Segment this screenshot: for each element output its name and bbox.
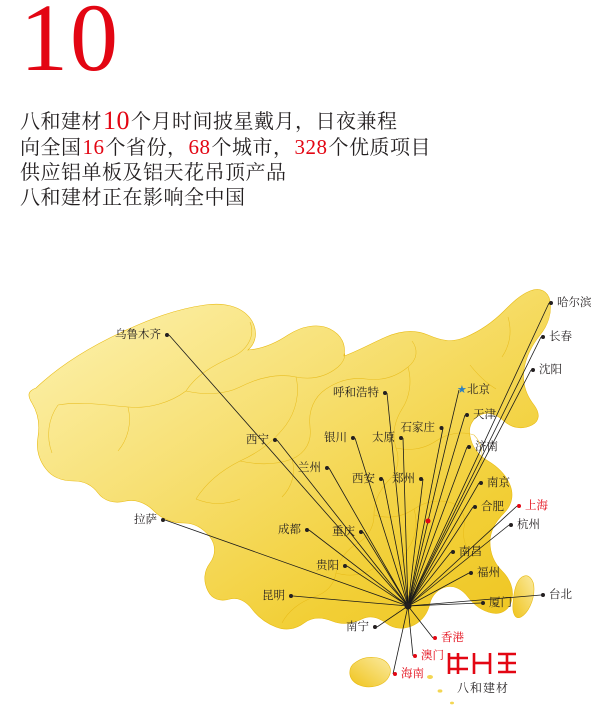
- city-label: [516, 500, 548, 512]
- city-label: [540, 331, 572, 343]
- city-name: 台北: [549, 589, 572, 601]
- headline-segment: 个月时间披星戴月，日夜兼程: [131, 111, 398, 133]
- city-label: [548, 297, 592, 309]
- city-name: 西宁: [246, 434, 269, 446]
- city-label: [450, 546, 482, 558]
- headline-line: [20, 161, 580, 186]
- city-dot-icon: [325, 466, 329, 470]
- city-name: 西安: [352, 473, 375, 485]
- headline-segment: 68: [188, 135, 211, 159]
- city-dot-icon: [373, 625, 377, 629]
- headline-segment: 328: [294, 135, 328, 159]
- city-name: 天津: [473, 409, 496, 421]
- city-label: [134, 514, 166, 526]
- city-name: 哈尔滨: [557, 297, 592, 309]
- city-name: 海南: [401, 668, 424, 680]
- headline-segment: 个优质项目: [328, 137, 431, 159]
- hainan-island: [350, 657, 391, 687]
- city-label: [401, 422, 445, 434]
- city-dot-icon: [433, 636, 437, 640]
- city-label: [464, 409, 496, 421]
- city-label: [458, 384, 490, 396]
- city-label: [324, 432, 356, 444]
- city-name: 北京: [467, 384, 490, 396]
- city-name: 福州: [477, 567, 500, 579]
- city-dot-icon: [305, 528, 309, 532]
- headline-segment: 个省份，: [105, 137, 188, 159]
- city-name: 成都: [278, 524, 301, 536]
- city-dot-icon: [165, 333, 169, 337]
- city-label: [262, 590, 294, 602]
- hub-marker: [405, 603, 412, 610]
- city-dot-icon: [399, 436, 403, 440]
- city-name: 厦门: [489, 597, 512, 609]
- changsha-marker: [426, 519, 431, 524]
- headline-segment: 个城市，: [211, 137, 294, 159]
- city-name: 杭州: [517, 519, 540, 531]
- city-dot-icon: [439, 426, 443, 430]
- city-dot-icon: [479, 481, 483, 485]
- city-label: [333, 387, 388, 399]
- city-label: [466, 441, 498, 453]
- city-dot-icon: [451, 550, 455, 554]
- city-dot-icon: [351, 436, 355, 440]
- city-label: [412, 650, 444, 662]
- city-name: 南昌: [459, 546, 482, 558]
- city-dot-icon: [469, 571, 473, 575]
- city-name: 沈阳: [539, 364, 562, 376]
- city-name: 贵阳: [316, 560, 339, 572]
- city-dot-icon: [413, 654, 417, 658]
- city-label: [392, 473, 424, 485]
- city-dot-icon: [383, 391, 387, 395]
- city-name: 乌鲁木齐: [115, 329, 161, 341]
- city-label: [298, 462, 330, 474]
- headline-block: [20, 108, 580, 211]
- city-dot-icon: [393, 672, 397, 676]
- city-label: [392, 668, 424, 680]
- city-name: 南京: [487, 477, 510, 489]
- city-dot-icon: [531, 368, 535, 372]
- city-dot-icon: [289, 594, 293, 598]
- city-name: 澳门: [421, 650, 444, 662]
- city-name: 石家庄: [400, 422, 435, 434]
- city-dot-icon: [359, 530, 363, 534]
- city-dot-icon: [517, 504, 521, 508]
- city-name: 济南: [475, 441, 498, 453]
- city-label: [508, 519, 540, 531]
- city-label: [352, 473, 384, 485]
- city-name: 上海: [525, 500, 548, 512]
- china-distribution-map: [0, 225, 600, 712]
- city-label: [480, 597, 512, 609]
- headline-line: [20, 186, 580, 211]
- city-name: 南宁: [346, 621, 369, 633]
- city-label: [432, 632, 464, 644]
- headline-segment: 10: [103, 106, 130, 135]
- city-label: [246, 434, 278, 446]
- city-name: 银川: [324, 432, 347, 444]
- city-dot-icon: [481, 601, 485, 605]
- city-name: 重庆: [332, 526, 355, 538]
- city-dot-icon: [467, 445, 471, 449]
- city-dot-icon: [465, 413, 469, 417]
- city-name: 呼和浩特: [333, 387, 379, 399]
- city-dot-icon: [161, 518, 165, 522]
- city-dot-icon: [273, 438, 277, 442]
- headline-line: [20, 135, 580, 161]
- headline-segment: 向全国: [20, 137, 82, 159]
- headline-segment: 16: [82, 135, 105, 159]
- page-title-number: 10: [20, 0, 120, 91]
- city-label: [472, 501, 504, 513]
- city-name: 合肥: [481, 501, 504, 513]
- city-label: [346, 621, 378, 633]
- city-dot-icon: [509, 523, 513, 527]
- city-label: [115, 329, 170, 341]
- city-name: 兰州: [298, 462, 321, 474]
- city-dot-icon: [473, 505, 477, 509]
- city-label: [478, 477, 510, 489]
- city-dot-icon: [379, 477, 383, 481]
- city-dot-icon: [541, 593, 545, 597]
- city-name: 拉萨: [134, 514, 157, 526]
- city-label: [540, 589, 572, 601]
- city-dot-icon: [549, 301, 553, 305]
- city-label: [316, 560, 348, 572]
- city-label: [332, 526, 364, 538]
- city-name: 香港: [441, 632, 464, 644]
- city-dot-icon: [419, 477, 423, 481]
- city-name: 昆明: [262, 590, 285, 602]
- city-name: 太原: [372, 432, 395, 444]
- headline-segment: 八和建材: [20, 111, 102, 133]
- headline-segment: 八和建材正在影响全中国: [20, 187, 246, 209]
- city-label: [468, 567, 500, 579]
- city-label: [372, 432, 404, 444]
- city-dot-icon: [541, 335, 545, 339]
- brand-logo: [441, 650, 525, 696]
- city-label: [278, 524, 310, 536]
- headline-line: [20, 108, 580, 135]
- logo-mark-icon: [446, 650, 520, 677]
- city-dot-icon: [343, 564, 347, 568]
- capital-star-icon: ★: [457, 384, 467, 396]
- city-name: 郑州: [392, 473, 415, 485]
- city-label: [530, 364, 562, 376]
- logo-brand-text: 八和建材: [456, 681, 509, 695]
- city-name: 长春: [549, 331, 572, 343]
- headline-segment: 供应铝单板及铝天花吊顶产品: [20, 162, 287, 184]
